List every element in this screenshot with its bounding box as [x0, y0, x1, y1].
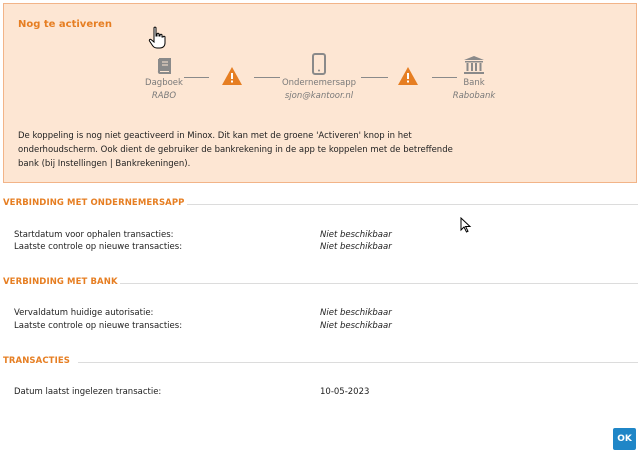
row-label: Laatste controle op nieuwe transacties: — [14, 242, 183, 252]
section-divider — [187, 204, 638, 205]
alert-message-line: De koppeling is nog niet geactiveerd in Minox. Dit kan met de groene 'Activeren' knop in het — [18, 131, 412, 141]
section-title-bank: VERBINDING MET BANK — [3, 277, 118, 287]
step-dagboek — [134, 49, 194, 103]
row-label: Vervaldatum huidige autorisatie: — [14, 308, 154, 318]
book-icon — [155, 57, 173, 75]
section-divider — [120, 283, 638, 284]
step-bank — [444, 49, 504, 103]
ok-button[interactable]: OK — [613, 428, 636, 450]
row-label: Laatste controle op nieuwe transacties: — [14, 321, 183, 331]
warning-icon — [221, 66, 243, 86]
step-label: Bank — [463, 78, 485, 88]
step-sub: Rabobank — [452, 91, 496, 101]
step-sub: sjon@kantoor.nl — [284, 91, 354, 101]
activation-alert — [3, 3, 637, 183]
alert-message-line: onderhoudscherm. Ook dient de gebruiker de bankrekening in de app te koppelen met de betreffende — [18, 145, 453, 155]
section-title-transacties: TRANSACTIES — [3, 356, 70, 366]
bank-icon — [463, 55, 485, 75]
row-label: Datum laatst ingelezen transactie: — [14, 387, 162, 397]
hand-cursor-icon — [148, 26, 166, 50]
step-label: Dagboek — [145, 78, 183, 88]
step-ondernemersapp — [274, 49, 364, 103]
row-value: Niet beschikbaar — [320, 308, 392, 318]
row-label: Startdatum voor ophalen transacties: — [14, 230, 174, 240]
connector-line — [184, 77, 209, 78]
alert-title: Nog te activeren — [18, 19, 112, 30]
section-divider — [78, 362, 638, 363]
arrow-cursor-icon — [460, 217, 472, 233]
warning-icon — [397, 66, 419, 86]
row-value: Niet beschikbaar — [320, 321, 392, 331]
row-value: 10-05-2023 — [320, 387, 370, 397]
step-label: Ondernemersapp — [281, 78, 357, 88]
step-sub: RABO — [151, 91, 177, 101]
alert-message-line: bank (bij Instellingen | Bankrekeningen). — [18, 159, 191, 169]
phone-icon — [312, 53, 326, 75]
section-title-app: VERBINDING MET ONDERNEMERSAPP — [3, 198, 185, 208]
row-value: Niet beschikbaar — [320, 230, 392, 240]
connector-line — [361, 77, 388, 78]
alert-message — [18, 129, 488, 171]
row-value: Niet beschikbaar — [320, 242, 392, 252]
